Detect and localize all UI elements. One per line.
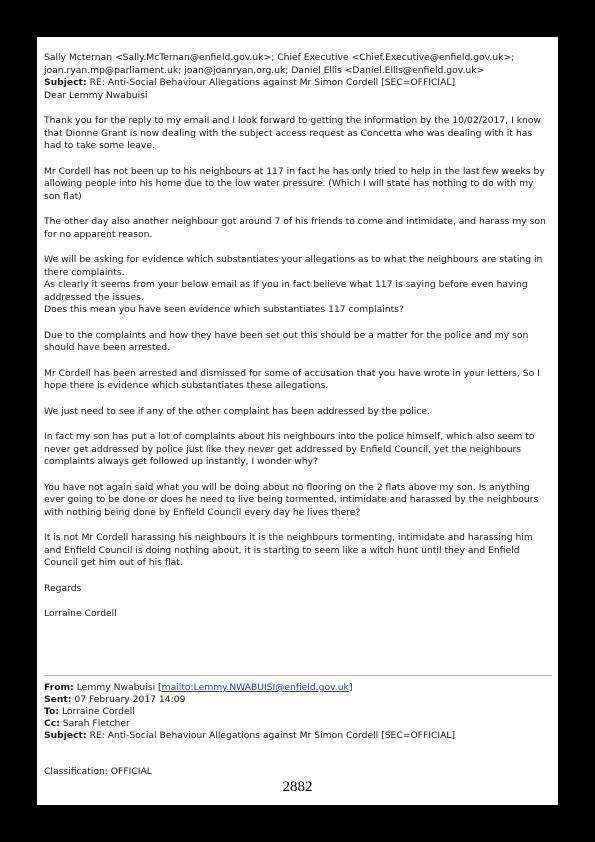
from-row xyxy=(44,682,552,694)
recipients-line-2: joan.ryan.mp@parliament.uk; joan@joanryan.org.uk; Daniel Ellis <Daniel.Ellis@enfield.gov.uk> xyxy=(44,64,485,76)
sent-value: 07 February 2017 14:09 xyxy=(74,694,186,705)
from-close: ] xyxy=(348,682,353,693)
regards: Regards xyxy=(44,582,82,594)
greeting: Dear Lemmy Nwabuisi xyxy=(44,89,148,101)
paragraph-1: Thank you for the reply to my email and I look forward to getting the information by the 10/02/2017, I know that Dionne Grant is now dealing with the subject access request as Concetta who was dealing with it has had to take some leave. xyxy=(44,115,541,151)
cc-label: Cc: xyxy=(44,718,60,729)
signature: Lorraine Cordell xyxy=(44,608,117,619)
forwarded-subject-label: Subject: xyxy=(44,730,87,741)
paragraph-8: In fact my son has put a lot of complaints about his neighbours into the police himself, which also seem to never get addressed by police just like they never get addressed by Enfield Council, yet the neighbours complaints always get followed up instantly, I wonder why? xyxy=(44,431,535,467)
paragraph-5: Due to the complaints and how they have been set out this should be a matter for the police and my son should have been arrested. xyxy=(44,329,529,353)
sent-row xyxy=(44,694,552,706)
from-label: From: xyxy=(44,682,74,693)
email-body xyxy=(44,52,552,634)
forwarded-header xyxy=(44,682,552,742)
message-divider xyxy=(44,675,552,676)
forwarded-subject-value: RE: Anti-Social Behaviour Allegations against Mr Simon Cordell [SEC=OFFICIAL] xyxy=(89,730,456,741)
paragraph-7: We just need to see if any of the other complaint has been addressed by the police. xyxy=(44,405,430,417)
paragraph-3: The other day also another neighbour got around 7 of his friends to come and intimidate, and harass my son for no apparent reason. xyxy=(44,216,546,240)
subject-value: RE: Anti-Social Behaviour Allegations against Mr Simon Cordell [SEC=OFFICIAL] xyxy=(89,77,456,88)
sent-label: Sent: xyxy=(44,694,72,705)
subject-label: Subject: xyxy=(44,77,87,88)
to-value: Lorraine Cordell xyxy=(61,706,135,717)
from-email-link[interactable]: mailto:Lemmy.NWABUISI@enfield.gov.uk xyxy=(161,682,349,693)
paragraph-9: You have not again said what you will be doing about no flooring on the 2 flats above my son. Is anything ever going to be done or does he need to live being tormented, intimidate and harassed by the neighbours with nothing being done by Enfield Council every day he lives there? xyxy=(44,481,539,518)
to-label: To: xyxy=(44,706,60,717)
paragraph-4a: We will be asking for evidence which substantiates your allegations as to what the neighbours are stating in there complaints. xyxy=(44,254,543,278)
recipients-line-1: Sally Mcternan <Sally.McTernan@enfield.gov.uk>; Chief Executive <Chief.Executive@enfield.gov.uk>; xyxy=(44,52,515,63)
paragraph-4c: Does this mean you have seen evidence which substantiates 117 complaints? xyxy=(44,304,404,315)
forwarded-subject-row xyxy=(44,730,552,742)
paragraph-2: Mr Cordell has not been up to his neighbours at 117 in fact he has only tried to help in the last few weeks by allowing people into his home due to the low water pressure. (Which I will state has nothing to do with my son flat) xyxy=(44,165,545,202)
cc-value: Sarah Fletcher xyxy=(62,718,130,729)
document-page xyxy=(37,37,558,805)
from-name: Lemmy Nwabuisi [ xyxy=(76,682,162,693)
page-number: 2882 xyxy=(282,779,313,795)
to-row xyxy=(44,706,552,718)
paragraph-10: It is not Mr Cordell harassing his neighbours it is the neighbours tormenting, intimidate and harassing him and Enfield Council is doing nothing about, it is starting to seem like a witch hunt until they and Enfield Council get him out of his flat. xyxy=(44,532,533,568)
subject-line xyxy=(44,77,552,90)
paragraph-4b: As clearly it seems from your below email as if you in fact believe what 117 is saying before even having addressed the issues. xyxy=(44,279,528,303)
cc-row xyxy=(44,718,552,730)
classification-label: Classification: OFFICIAL xyxy=(44,766,152,777)
paragraph-6: Mr Cordell has been arrested and dismissed for some of accusation that you have wrote in your letters, So I hope there is evidence which substantiates these allegations. xyxy=(44,367,540,391)
